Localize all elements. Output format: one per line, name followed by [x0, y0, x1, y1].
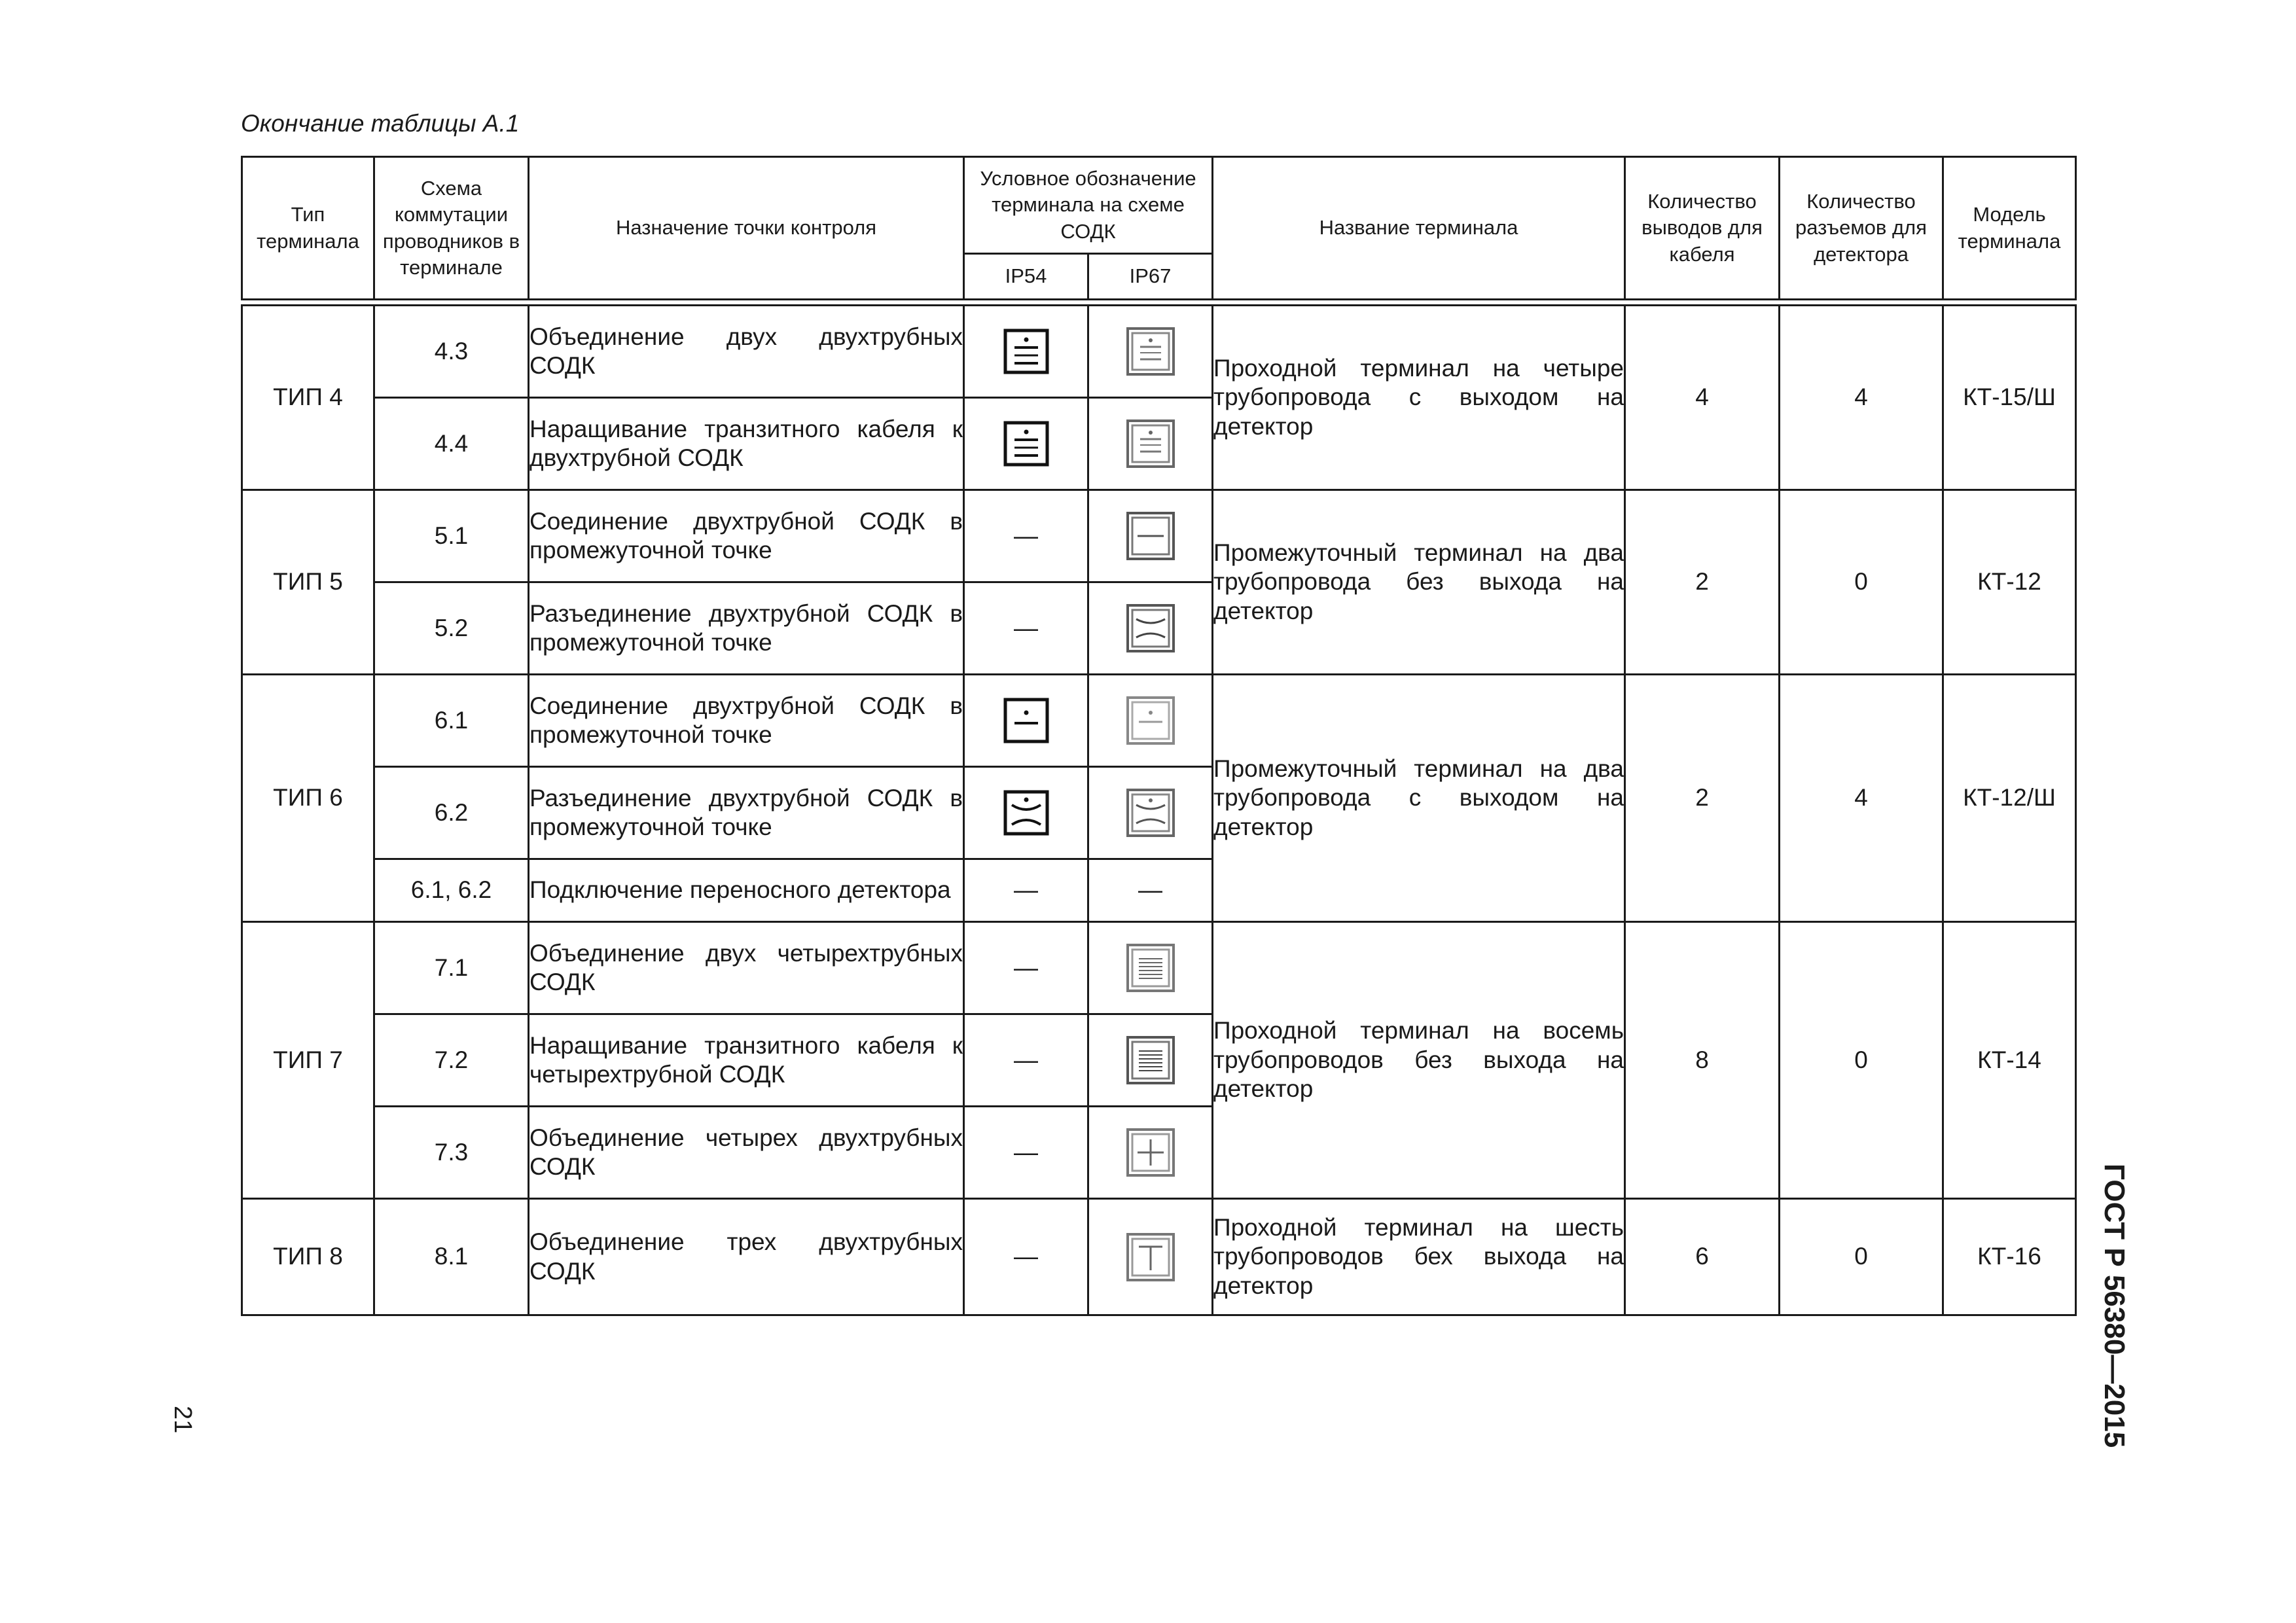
type-cell: ТИП 4 [242, 306, 374, 490]
name-cell: Проходной терминал на восемь трубопроводов без выхода на детектор [1213, 922, 1625, 1199]
table-row [242, 922, 2076, 1014]
header-connectors: Количество разъемов для детектора [1780, 157, 1943, 300]
ip54-cell: — [964, 922, 1088, 1014]
ip54-cell [964, 398, 1088, 490]
outputs-cell: 2 [1625, 675, 1780, 922]
ip67-cell [1088, 1107, 1213, 1199]
ip54-cell: — [964, 1199, 1088, 1315]
purpose-cell: Разъединение двухтрубной СОДК в промежуточной точке [529, 582, 964, 675]
ip54-cell: — [964, 859, 1088, 922]
purpose-cell: Объединение четырех двухтрубных СОДК [529, 1107, 964, 1199]
scheme-cell: 5.2 [374, 582, 529, 675]
ip54-cell: — [964, 1107, 1088, 1199]
terminal-4-ip67-icon [1126, 327, 1175, 376]
purpose-cell: Наращивание транзитного кабеля к четырехтрубной СОДК [529, 1014, 964, 1107]
purpose-cell: Подключение переносного детектора [529, 859, 964, 922]
terminal-5-1-ip67-icon [1126, 511, 1175, 561]
ip67-cell [1088, 398, 1213, 490]
terminal-6-1-ip67-icon [1126, 696, 1175, 745]
table-row [242, 1199, 2076, 1315]
table-row [242, 490, 2076, 582]
connectors-cell: 4 [1780, 675, 1943, 922]
purpose-cell: Объединение двух двухтрубных СОДК [529, 306, 964, 398]
terminal-7-3-ip67-icon [1126, 1128, 1175, 1177]
ip54-cell: — [964, 582, 1088, 675]
outputs-cell: 6 [1625, 1199, 1780, 1315]
scheme-cell: 8.1 [374, 1199, 529, 1315]
purpose-cell: Разъединение двухтрубной СОДК в промежуточной точке [529, 767, 964, 859]
purpose-cell: Объединение трех двухтрубных СОДК [529, 1199, 964, 1315]
connectors-cell: 4 [1780, 306, 1943, 490]
ip54-cell [964, 675, 1088, 767]
scheme-cell: 6.2 [374, 767, 529, 859]
header-type: Тип терминала [242, 157, 374, 300]
terminal-4-ip54-icon [1003, 328, 1050, 375]
outputs-cell: 4 [1625, 306, 1780, 490]
type-cell: ТИП 8 [242, 1199, 374, 1315]
model-cell: КТ-14 [1943, 922, 2076, 1199]
terminal-8-1-ip67-icon [1126, 1232, 1175, 1282]
scheme-cell: 7.2 [374, 1014, 529, 1107]
page-number: 21 [169, 1406, 196, 1434]
ip67-cell [1088, 1199, 1213, 1315]
header-name: Название терминала [1213, 157, 1625, 300]
scheme-cell: 4.4 [374, 398, 529, 490]
ip67-cell [1088, 922, 1213, 1014]
terminal-7-2-ip67-icon [1126, 1035, 1175, 1085]
scheme-cell: 6.1 [374, 675, 529, 767]
header-ip67: IP67 [1088, 254, 1213, 300]
model-cell: КТ-12 [1943, 490, 2076, 675]
header-ip54: IP54 [964, 254, 1088, 300]
scheme-cell: 4.3 [374, 306, 529, 398]
connectors-cell: 0 [1780, 922, 1943, 1199]
name-cell: Проходной терминал на шесть трубопроводов бех выхода на детектор [1213, 1199, 1625, 1315]
ip54-cell [964, 306, 1088, 398]
table-body [242, 300, 2076, 1315]
outputs-cell: 8 [1625, 922, 1780, 1199]
type-cell: ТИП 7 [242, 922, 374, 1199]
model-cell: КТ-12/Ш [1943, 675, 2076, 922]
header-symbol: Условное обозначение терминала на схеме СОДК [964, 157, 1213, 254]
table-caption: Окончание таблицы А.1 [241, 110, 520, 137]
ip67-cell: — [1088, 859, 1213, 922]
ip54-cell: — [964, 490, 1088, 582]
scheme-cell: 6.1, 6.2 [374, 859, 529, 922]
header-outputs: Количество выводов для кабеля [1625, 157, 1780, 300]
name-cell: Промежуточный терминал на два трубопровода с выходом на детектор [1213, 675, 1625, 922]
standard-code: ГОСТ Р 56380—2015 [2098, 1164, 2130, 1448]
terminal-table [241, 156, 2077, 1316]
scheme-cell: 7.3 [374, 1107, 529, 1199]
header-model: Модель терминала [1943, 157, 2076, 300]
ip54-cell: — [964, 1014, 1088, 1107]
terminal-4-ip67-icon [1126, 419, 1175, 469]
table-row [242, 675, 2076, 767]
purpose-cell: Объединение двух четырехтрубных СОДК [529, 922, 964, 1014]
header-purpose: Назначение точки контроля [529, 157, 964, 300]
terminal-6-2-ip67-icon [1126, 788, 1175, 838]
name-cell: Проходной терминал на четыре трубопровода с выходом на детектор [1213, 306, 1625, 490]
table-row [242, 306, 2076, 398]
scheme-cell: 7.1 [374, 922, 529, 1014]
header-separator [242, 300, 2076, 306]
terminal-5-2-ip67-icon [1126, 603, 1175, 653]
ip67-cell [1088, 675, 1213, 767]
outputs-cell: 2 [1625, 490, 1780, 675]
model-cell: КТ-16 [1943, 1199, 2076, 1315]
scheme-cell: 5.1 [374, 490, 529, 582]
ip67-cell [1088, 306, 1213, 398]
terminal-6-1-ip54-icon [1003, 697, 1050, 744]
model-cell: КТ-15/Ш [1943, 306, 2076, 490]
terminal-6-2-ip54-icon [1003, 789, 1050, 836]
ip54-cell [964, 767, 1088, 859]
header-scheme: Схема коммутации проводников в терминале [374, 157, 529, 300]
purpose-cell: Соединение двухтрубной СОДК в промежуточной точке [529, 675, 964, 767]
terminal-4-ip54-icon [1003, 420, 1050, 467]
connectors-cell: 0 [1780, 490, 1943, 675]
ip67-cell [1088, 490, 1213, 582]
connectors-cell: 0 [1780, 1199, 1943, 1315]
terminal-7-1-ip67-icon [1126, 943, 1175, 993]
name-cell: Промежуточный терминал на два трубопровода без выхода на детектор [1213, 490, 1625, 675]
purpose-cell: Наращивание транзитного кабеля к двухтрубной СОДК [529, 398, 964, 490]
ip67-cell [1088, 1014, 1213, 1107]
type-cell: ТИП 6 [242, 675, 374, 922]
type-cell: ТИП 5 [242, 490, 374, 675]
ip67-cell [1088, 582, 1213, 675]
purpose-cell: Соединение двухтрубной СОДК в промежуточной точке [529, 490, 964, 582]
ip67-cell [1088, 767, 1213, 859]
